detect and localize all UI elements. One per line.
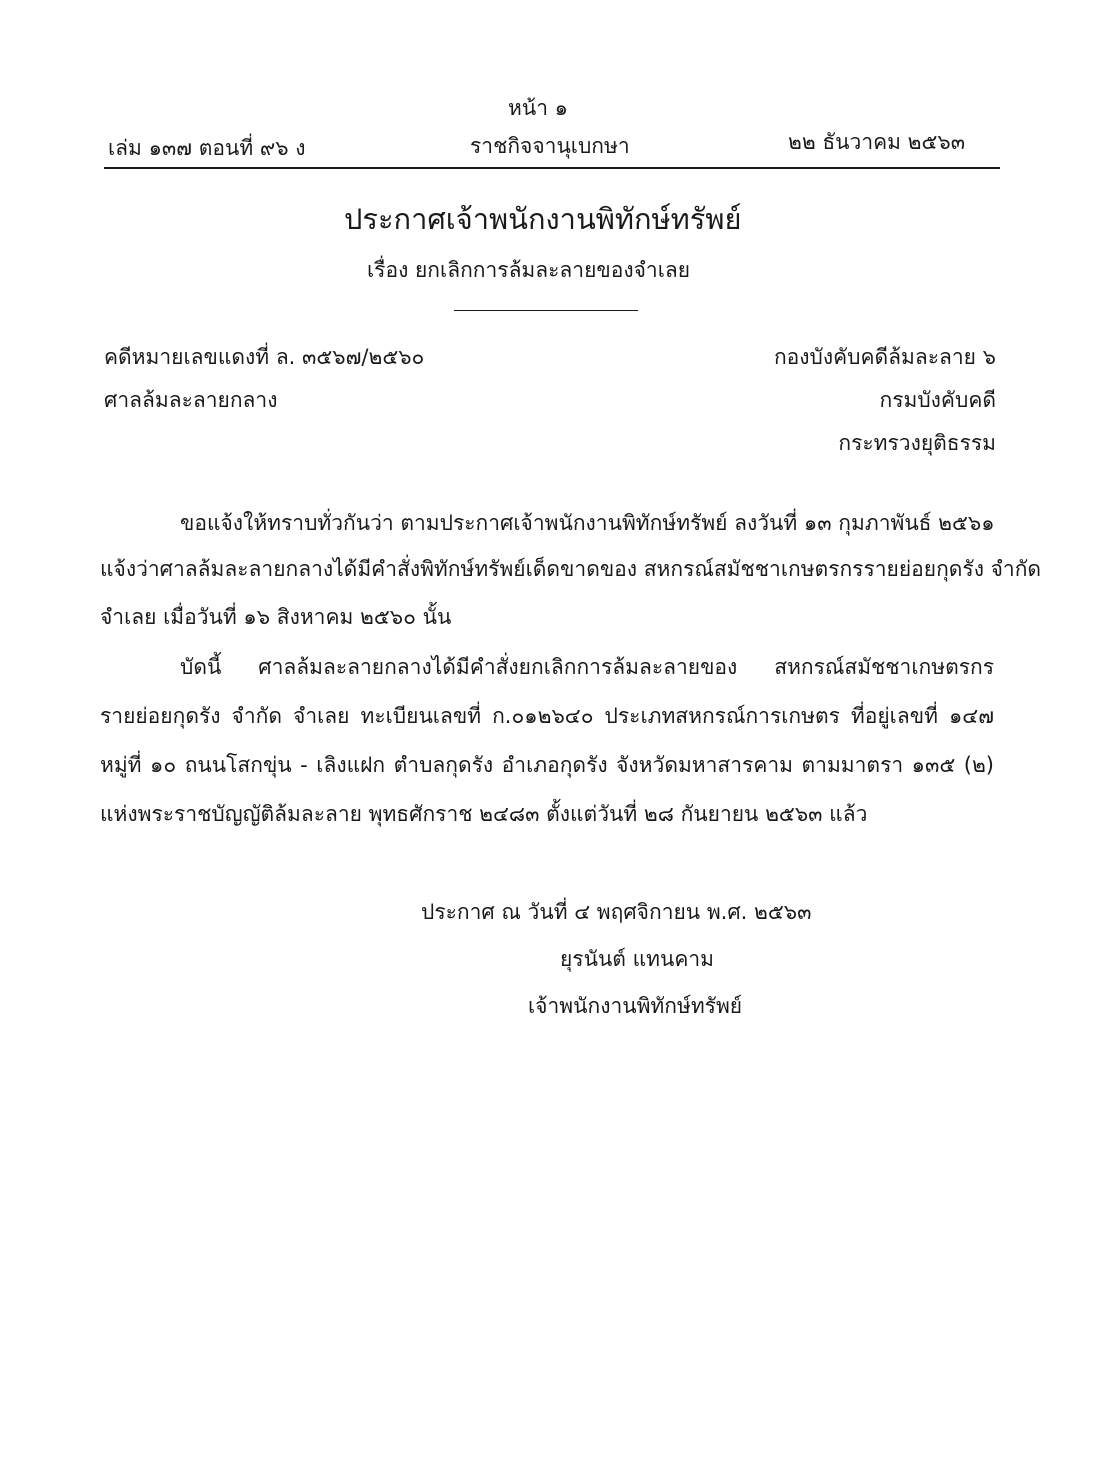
signer-name: ยุรนันต์ แทนคาม [560, 947, 715, 971]
paragraph-2-line-3: หมู่ที่ ๑๐ ถนนโสกขุ่น - เลิงแฝก ตำบลกุดรัง อำเภอกุดรัง จังหวัดมหาสารคาม ตามมาตรา ๑๓๕ (๒) [100, 753, 994, 777]
paragraph-1-line-2: แจ้งว่าศาลล้มละลายกลางได้มีคำสั่งพิทักษ์ทรัพย์เด็ดขาดของ สหกรณ์สมัชชาเกษตรกรรายย่อยกุดรัง จำกัด [100, 557, 1042, 581]
paragraph-1-line-1: ขอแจ้งให้ทราบทั่วกันว่า ตามประกาศเจ้าพนักงานพิทักษ์ทรัพย์ ลงวันที่ ๑๓ กุมภาพันธ์ ๒๕๖๑ [180, 511, 995, 535]
announcement-subject: เรื่อง ยกเลิกการล้มละลายของจำเลย [367, 258, 691, 282]
gazette-name: ราชกิจจานุเบกษา [470, 134, 630, 158]
announcement-title: ประกาศเจ้าพนักงานพิทักษ์ทรัพย์ [344, 202, 742, 236]
case-number: คดีหมายเลขแดงที่ ล. ๓๕๖๗/๒๕๖๐ [104, 345, 425, 369]
title-rule [454, 310, 638, 311]
paragraph-2-line-1: บัดนี้ ศาลล้มละลายกลางได้มีคำสั่งยกเลิกการล้มละลายของ สหกรณ์สมัชชาเกษตรกร [180, 655, 994, 679]
ministry-name: กระทรวงยุติธรรม [838, 431, 996, 455]
page-number: หน้า ๑ [508, 96, 568, 120]
header-rule [104, 167, 1000, 169]
announcement-date: ประกาศ ณ วันที่ ๔ พฤศจิกายน พ.ศ. ๒๕๖๓ [421, 900, 812, 924]
paragraph-1-line-3: จำเลย เมื่อวันที่ ๑๖ สิงหาคม ๒๕๖๐ นั้น [100, 605, 452, 629]
paragraph-2-line-4: แห่งพระราชบัญญัติล้มละลาย พุทธศักราช ๒๔๘๓ ตั้งแต่วันที่ ๒๘ กันยายน ๒๕๖๓ แล้ว [100, 802, 868, 826]
paragraph-2-line-2: รายย่อยกุดรัง จำกัด จำเลย ทะเบียนเลขที่ ก.๐๑๒๖๔๐ ประเภทสหกรณ์การเกษตร ที่อยู่เลขที่ ๑๔๗ [100, 704, 994, 728]
court-name: ศาลล้มละลายกลาง [104, 388, 278, 412]
signer-position: เจ้าพนักงานพิทักษ์ทรัพย์ [528, 994, 743, 1018]
volume-issue: เล่ม ๑๓๗ ตอนที่ ๙๖ ง [108, 136, 306, 160]
office-name: กองบังคับคดีล้มละลาย ๖ [773, 345, 996, 369]
department-name: กรมบังคับคดี [879, 388, 996, 412]
publish-date: ๒๒ ธันวาคม ๒๕๖๓ [788, 130, 966, 154]
